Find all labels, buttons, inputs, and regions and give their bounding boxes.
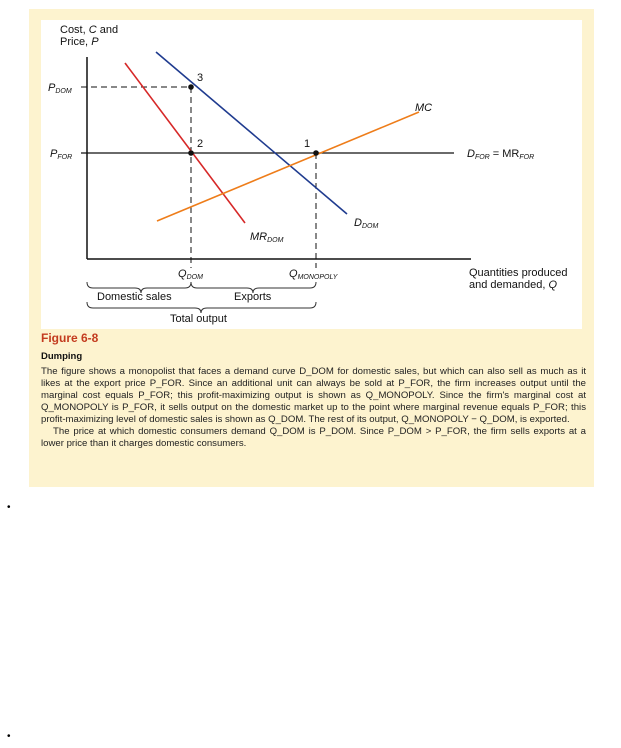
point-1-marker — [313, 150, 319, 156]
domestic-sales-label: Domestic sales — [97, 291, 172, 303]
ddom-label: $D_{DOM}$ — [354, 217, 379, 230]
point-1-label: 1 — [304, 138, 311, 150]
pfor-label: $P_{FOR}$ — [50, 148, 73, 161]
brace-total-output — [87, 302, 316, 313]
dfor-mrfor-label: $D_{FOR} = MR_{FOR}$ — [467, 148, 535, 161]
y-axis-label: Cost, C and Price, P — [60, 24, 119, 48]
bullet-marker-1: • — [7, 502, 11, 513]
x-axis-label: Quantities produced and demanded, Q — [469, 267, 568, 291]
caption-paragraph-1: The figure shows a monopolist that faces a demand curve D_DOM for domestic sales, but which can also sell as much as it likes at the export price P_FOR. Since an additional unit can always be sold at P_FOR, the firm increases output until the marginal cost equals P_FOR; this profit-maximizing output is shown as Q_MONOPOLY. Since the firm's marginal cost at Q_MONOPOLY is P_FOR, it sells output on the domestic market up to the point where marginal revenue equals P_FOR; this profit-maximizing level of domestic sales is shown as Q_DOM. The rest of its output, Q_MONOPOLY − Q_DOM, is exported. — [41, 366, 586, 425]
point-2-label: 2 — [197, 138, 204, 150]
point-2-marker — [188, 150, 194, 156]
total-output-label: Total output — [170, 313, 227, 325]
exports-label: Exports — [234, 291, 272, 303]
figure-title: Figure 6-8 — [41, 331, 99, 345]
point-3-marker — [188, 84, 194, 90]
figure-panel — [29, 9, 594, 487]
figure-subtitle: Dumping — [41, 351, 83, 362]
point-3-label: 3 — [197, 72, 204, 84]
mc-label: MC — [415, 102, 433, 114]
caption-text — [41, 366, 586, 450]
mc-curve — [157, 112, 419, 221]
pdom-label: $P_{DOM}$ — [48, 82, 72, 95]
bullet-marker-2: • — [7, 731, 11, 742]
caption-paragraph-2: The price at which domestic consumers demand Q_DOM is P_DOM. Since P_DOM > P_FOR, the firm sells exports at a lower price than it charges domestic consumers. — [41, 426, 586, 449]
mrdom-label: $MR_{DOM}$ — [250, 231, 284, 244]
figure-caption — [41, 331, 586, 450]
dumping-diagram — [41, 20, 582, 329]
qmonopoly-label: $Q_{MONOPOLY}$ — [289, 268, 338, 281]
qdom-label: $Q_{DOM}$ — [178, 268, 203, 281]
demand-dom-curve — [156, 52, 347, 214]
